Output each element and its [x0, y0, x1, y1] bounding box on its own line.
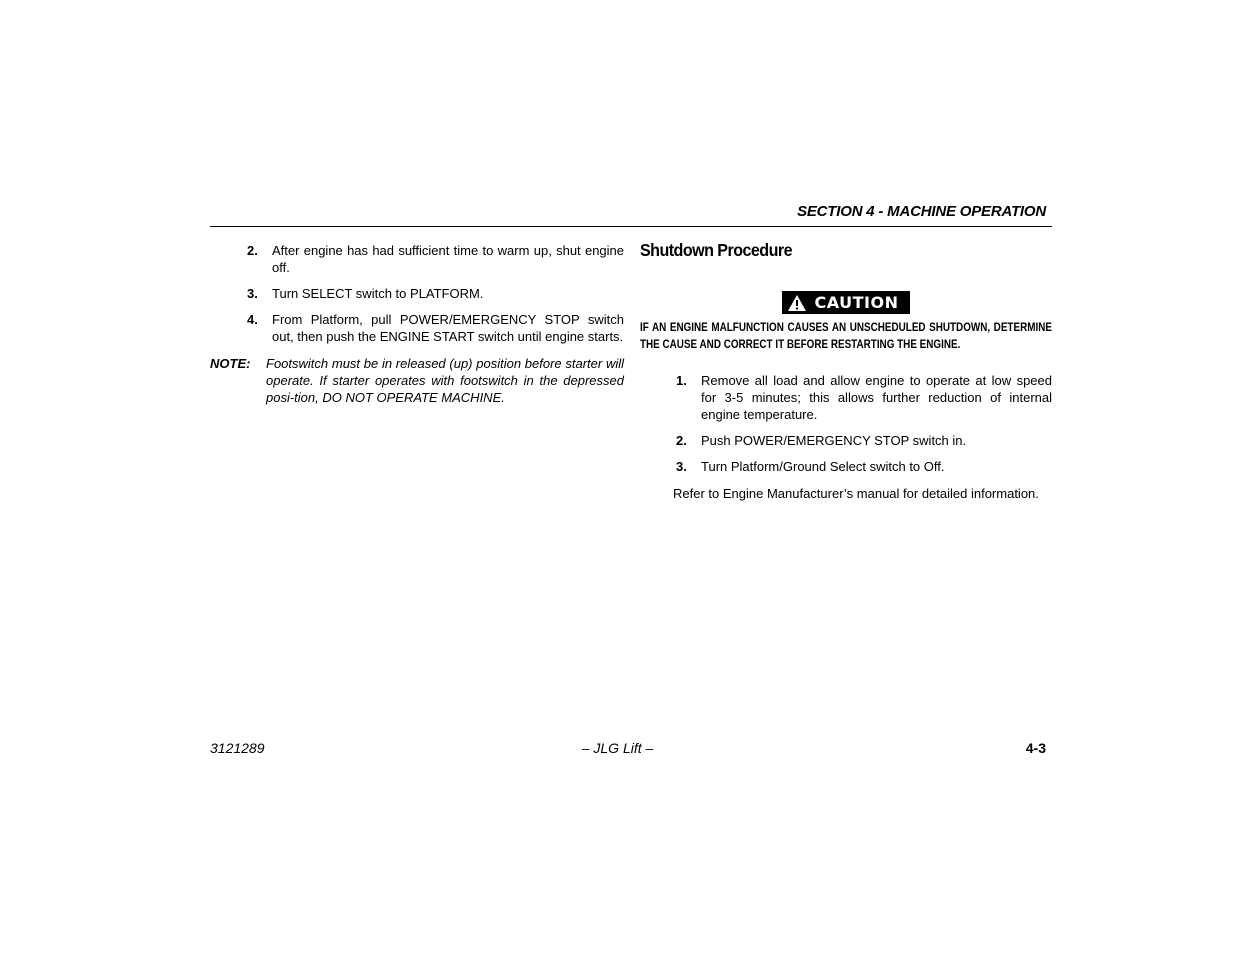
note-label: NOTE:: [210, 356, 251, 371]
caution-badge: [782, 291, 911, 314]
step-text: After engine has had sufficient time to warm up, shut engine off.: [272, 243, 624, 275]
list-item: [676, 458, 1052, 475]
caution-label: CAUTION: [814, 293, 899, 312]
list-item: [676, 432, 1052, 449]
procedure-title: Shutdown Procedure: [640, 240, 792, 260]
left-column: [210, 242, 624, 406]
list-item: [676, 372, 1052, 423]
step-text: Turn Platform/Ground Select switch to Off.: [701, 458, 945, 474]
note-block: [210, 355, 624, 406]
step-text: From Platform, pull POWER/EMERGENCY STOP switch out, then push the ENGINE START switch until engine starts.: [272, 312, 624, 344]
reference-text: Refer to Engine Manufacturer’s manual for detailed information.: [673, 485, 1039, 501]
section-title: SECTION 4 - MACHINE OPERATION: [797, 203, 1046, 220]
step-text: Push POWER/EMERGENCY STOP switch in.: [701, 432, 967, 448]
header-divider: [210, 226, 1052, 227]
caution-message: IF AN ENGINE MALFUNCTION CAUSES AN UNSCHEDULED SHUTDOWN, DETERMINE THE CAUSE AND CORRECT IT BEFORE RESTARTING THE ENGINE.: [640, 321, 1052, 351]
step-number: 3.: [676, 458, 687, 474]
caution-banner: [640, 291, 1052, 316]
step-number: 3.: [247, 286, 258, 301]
page-number: 4-3: [1025, 740, 1046, 756]
step-text: Remove all load and allow engine to operate at low speed for 3-5 minutes; this allows further reduction of internal engine temperature.: [701, 372, 1052, 422]
document-number: 3121289: [210, 740, 265, 756]
step-number: 2.: [247, 243, 258, 258]
list-item: [247, 285, 624, 302]
right-column: [640, 242, 1052, 502]
step-number: 4.: [247, 312, 258, 327]
note-text: Footswitch must be in released (up) position before starter will operate. If starter operates with footswitch in the depressed posi-tion, DO NOT OPERATE MACHINE.: [266, 356, 624, 405]
list-item: [247, 311, 624, 345]
publisher-label: – JLG Lift –: [581, 740, 654, 756]
step-number: 2.: [676, 432, 687, 448]
warning-triangle-icon: [787, 294, 807, 312]
step-number: 1.: [676, 372, 687, 388]
list-item: [247, 242, 624, 276]
step-text: Turn SELECT switch to PLATFORM.: [272, 286, 484, 301]
